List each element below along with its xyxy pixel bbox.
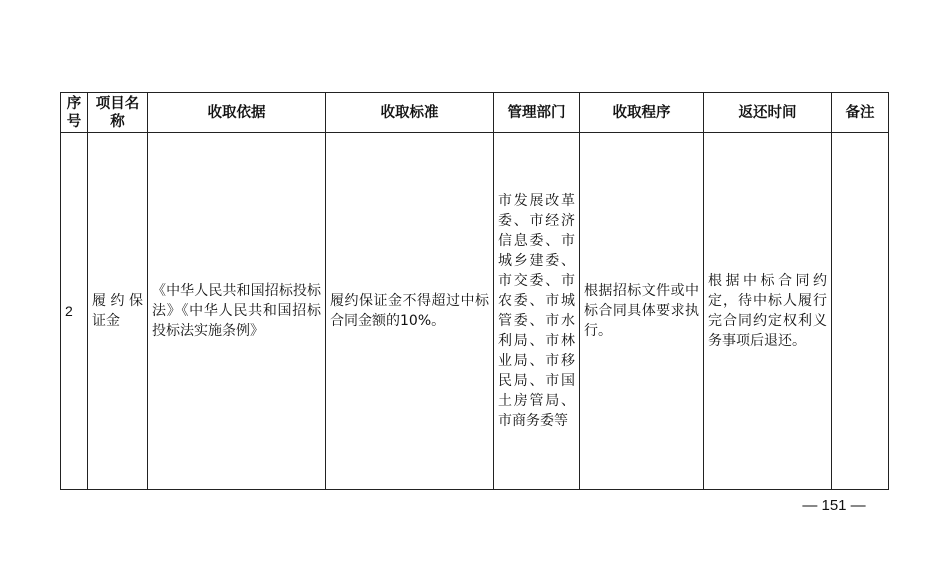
- page-number: — 151 —: [802, 497, 866, 514]
- header-standard: 收取标准: [326, 93, 494, 133]
- row-department: 市发展改革委、市经济信息委、市城乡建委、市交委、市农委、市城管委、市水利局、市林业局、市移民局、市国土房管局、市商务委等: [494, 133, 580, 490]
- row-return-time: 根据中标合同约定，待中标人履行完合同约定权利义务事项后退还。: [704, 133, 832, 490]
- header-item-name: 项目名称: [88, 93, 148, 133]
- row-item-name: 履约保证金: [88, 133, 148, 490]
- header-procedure: 收取程序: [580, 93, 704, 133]
- header-remark: 备注: [832, 93, 889, 133]
- fee-table: [60, 92, 889, 490]
- header-row: [61, 93, 889, 133]
- row-procedure: 根据招标文件或中标合同具体要求执行。: [580, 133, 704, 490]
- row-no: 2: [61, 133, 88, 490]
- row-remark: [832, 133, 889, 490]
- header-basis: 收取依据: [148, 93, 326, 133]
- table-row: [61, 133, 889, 490]
- header-no: 序号: [61, 93, 88, 133]
- header-return-time: 返还时间: [704, 93, 832, 133]
- row-standard: 履约保证金不得超过中标合同金额的10%。: [326, 133, 494, 490]
- header-department: 管理部门: [494, 93, 580, 133]
- row-basis: 《中华人民共和国招标投标法》《中华人民共和国招标投标法实施条例》: [148, 133, 326, 490]
